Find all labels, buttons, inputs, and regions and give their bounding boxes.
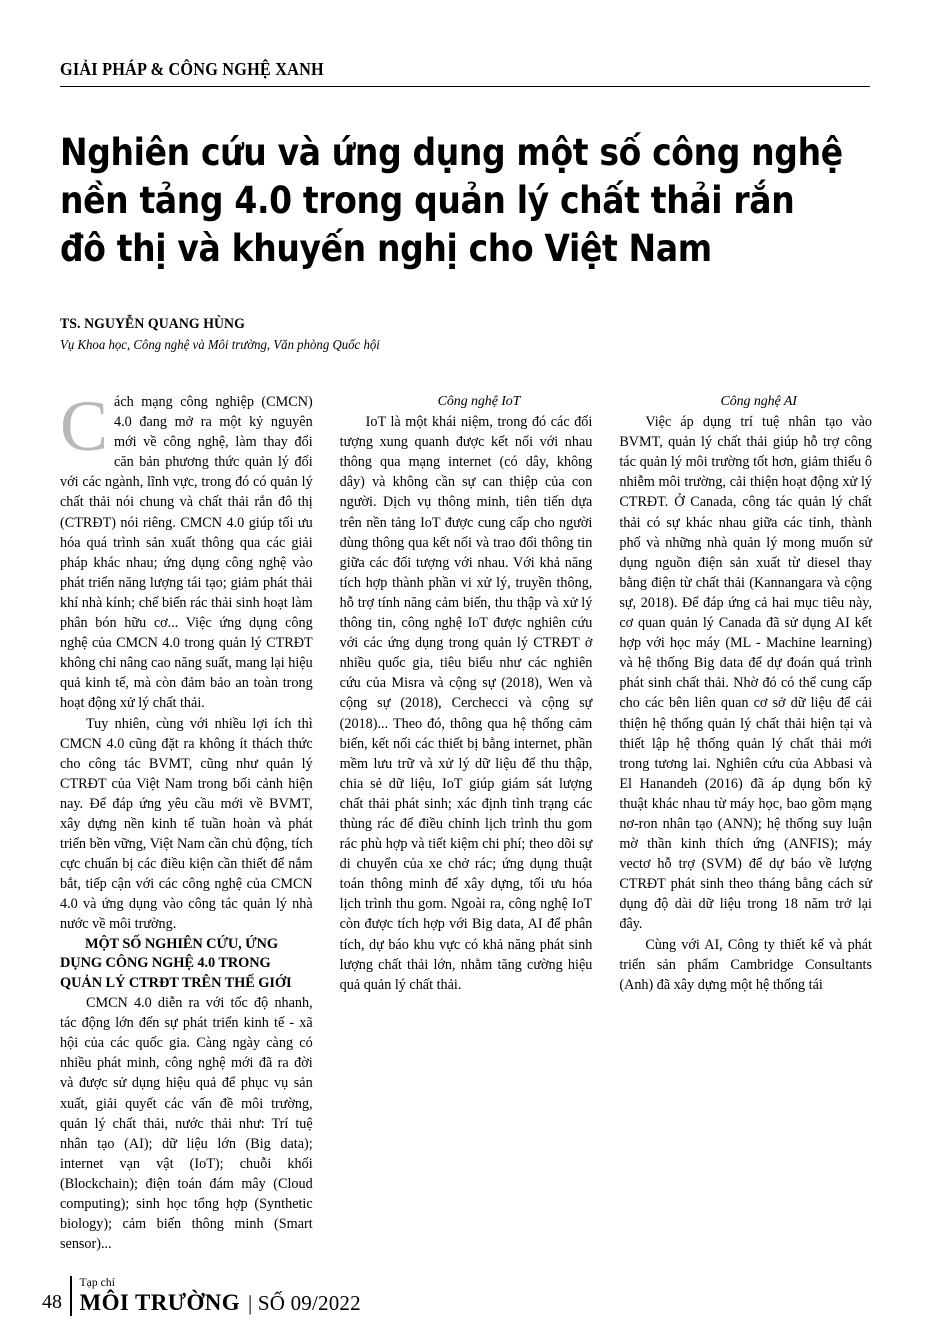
paragraph: CMCN 4.0 diễn ra với tốc độ nhanh, tác động lớn đến sự phát triển kinh tế - xã hội của các quốc gia. Càng ngày càng có nhiều phát minh, công nghệ mới đã ra đời và được sử dụng hiệu quả để phục vụ sản xuất, giải quyết các vấn đề môi trường, quản lý chất thải, nước thải như: Trí tuệ nhân tạo (AI); dữ liệu lớn (Big data); internet vạn vật (IoT); chuỗi khối (Blockchain); điện toán đám mây (Cloud computing); sinh học tổng hợp (Synthetic biology); cảm biến thông minh (Smart sensor)... — [60, 995, 313, 1253]
author-affiliation: Vụ Khoa học, Công nghệ và Môi trường, Văn phòng Quốc hội — [60, 336, 380, 352]
running-head-text: GIẢI PHÁP & CÔNG NGHỆ XANH — [60, 59, 324, 79]
column-1 — [60, 386, 313, 1253]
paragraph: Cùng với AI, Công ty thiết kế và phát triển sản phẩm Cambridge Consultants (Anh) đã xây dựng một hệ thống tái — [619, 936, 873, 993]
running-head — [60, 60, 870, 87]
author-name: TS. NGUYỄN QUANG HÙNG — [60, 316, 245, 332]
column-2 — [340, 392, 593, 1237]
section-heading: MỘT SỐ NGHIÊN CỨU, ỨNG DỤNG CÔNG NGHỆ 4.0 TRONG QUẢN LÝ CTRĐT TRÊN THẾ GIỚI — [60, 935, 292, 991]
footer-masthead — [80, 1277, 361, 1316]
paragraph-intro — [60, 386, 313, 714]
page-title — [60, 128, 843, 272]
subheading-iot: Công nghệ IoT — [437, 394, 521, 409]
page-footer — [42, 1274, 361, 1316]
footer-divider — [70, 1276, 72, 1316]
journal-brand: MÔI TRƯỜNG — [79, 1290, 241, 1315]
title-line-2: nền tảng 4.0 trong quản lý chất thải rắn — [60, 178, 795, 222]
column-3 — [619, 392, 872, 1237]
running-head-rule — [60, 86, 870, 87]
article-body — [60, 386, 873, 1253]
author-block — [60, 315, 580, 354]
paragraph: Việc áp dụng trí tuệ nhân tạo vào BVMT, quản lý chất thải giúp hỗ trợ công tác quản lý môi trường tốt hơn, giảm thiểu ô nhiễm môi trường, cải thiện hoạt động xử lý CTRĐT. Ở Canada, công tác quản lý chất thải có sự khác nhau giữa các tỉnh, thành phố và những nhà quản lý mong muốn sử dụng nguồn điện sản xuất từ diesel thay bằng điện từ chất thải (Kannangara và cộng sự, 2018). Để đáp ứng cả hai mục tiêu này, cơ quan quản lý Canada đã sử dụng AI kết hợp với học máy (ML - Machine learning) và hệ thống Big data để dự đoán quá trình phát sinh chất thải. Nhờ đó có thể cung cấp cho các bên liên quan cơ sở dữ liệu để cải thiện hệ thống quản lý chất thải hiện tại và thiết lập hệ thống quản lý chất thải mới trong tương lai. Nghiên cứu của Abbasi và El Hanandeh (2016) đã áp dụng bốn kỹ thuật khác nhau từ máy học, bao gồm mạng nơ-ron nhân tạo (ANN); hệ thống suy luận mờ thần kinh thích ứng (ANFIS); máy vectơ hỗ trợ (SVM) để dự báo về lượng CTRĐT phát sinh theo tháng bằng cách sử dụng độ dài dữ liệu trong 18 năm trở lại đây. — [619, 414, 873, 933]
title-line-1: Nghiên cứu và ứng dụng một số công nghệ — [60, 130, 843, 174]
paragraph-intro-text: ách mạng công nghiệp (CMCN) 4.0 đang mở ra một kỷ nguyên mới về công nghệ, làm thay đổi căn bản phương thức quản lý đối với các ngành, lĩnh vực, trong đó có quản lý chất thải nói chung và chất thải rắn đô thị (CTRĐT) nói riêng. CMCN 4.0 giúp tối ưu hóa quá trình sản xuất thông qua các giải pháp khác nhau; ứng dụng công nghệ vào phát triển năng lượng tái tạo; giảm phát thải khí nhà kính; chế biến rác thải sinh hoạt làm phân bón hữu cơ... Việc ứng dụng công nghệ của CMCN 4.0 trong quản lý CTRĐT không chỉ nâng cao năng suất, mang lại hiệu quả kinh tế, mà còn đảm bảo an toàn trong hoạt động xử lý chất thải. — [60, 394, 313, 712]
footer-kicker: Tạp chí — [79, 1277, 116, 1289]
paragraph: IoT là một khái niệm, trong đó các đối tượng xung quanh được kết nối với nhau thông qua mạng internet (có dây, không dây) và không cần sự can thiệp của con người. Dịch vụ thông minh, tiên tiến dựa trên nền tảng IoT được cung cấp cho người dùng thông qua kết nối và trao đổi thông tin giữa các đối tượng với nhau. Với khả năng tích hợp thành phần vi xử lý, truyền thông, hỗ trợ tính năng cảm biến, thu thập và xử lý thông tin, công nghệ IoT được nghiên cứu với các ứng dụng trong quản lý CTRĐT ở nhiều quốc gia, tiêu biểu như các nghiên cứu của Misra và cộng sự (2018), Wen và cộng sự (2018), Cerchecci và cộng sự (2018)... Theo đó, thông qua hệ thống cảm biến, kết nối các thiết bị bằng internet, phần mềm lưu trữ và xử lý dữ liệu để thu thập, chia sẻ dữ liệu, IoT giúp giám sát lượng chất thải phát sinh; xác định tình trạng các thùng rác để điều chỉnh lịch trình thu gom rác phù hợp và tiết kiệm chi phí; theo dõi sự di chuyển của xe chở rác; ứng dụng thuật toán thông minh để xây dựng, tối ưu hóa lịch trình thu gom. Ngoài ra, công nghệ IoT còn được tích hợp với Big data, AI để phân tích, dự báo khu vực có khả năng phát sinh lượng chất thải lớn, nhằm tăng cường hiệu quả quản lý chất thải. — [339, 414, 593, 993]
title-line-3: đô thị và khuyến nghị cho Việt Nam — [60, 226, 712, 270]
footer-main — [80, 1290, 361, 1316]
page-number: 48 — [42, 1291, 62, 1313]
journal-issue: | SỐ 09/2022 — [248, 1291, 361, 1315]
subheading-ai: Công nghệ AI — [720, 394, 797, 409]
paragraph: Tuy nhiên, cùng với nhiều lợi ích thì CMCN 4.0 cũng đặt ra không ít thách thức cho công tác BVMT, cũng như quản lý CTRĐT của Việt Nam trong bối cảnh hiện nay. Để đáp ứng yêu cầu mới về BVMT, xây dựng nền kinh tế tuần hoàn và phát triển bền vững, Việt Nam cần chủ động, tích cực chuẩn bị các điều kiện cần thiết để nắm bắt, tiếp cận với các công nghệ của CMCN 4.0 và ứng dụng vào công tác quản lý nhà nước về môi trường. — [60, 715, 313, 933]
drop-cap: C — [60, 386, 109, 466]
